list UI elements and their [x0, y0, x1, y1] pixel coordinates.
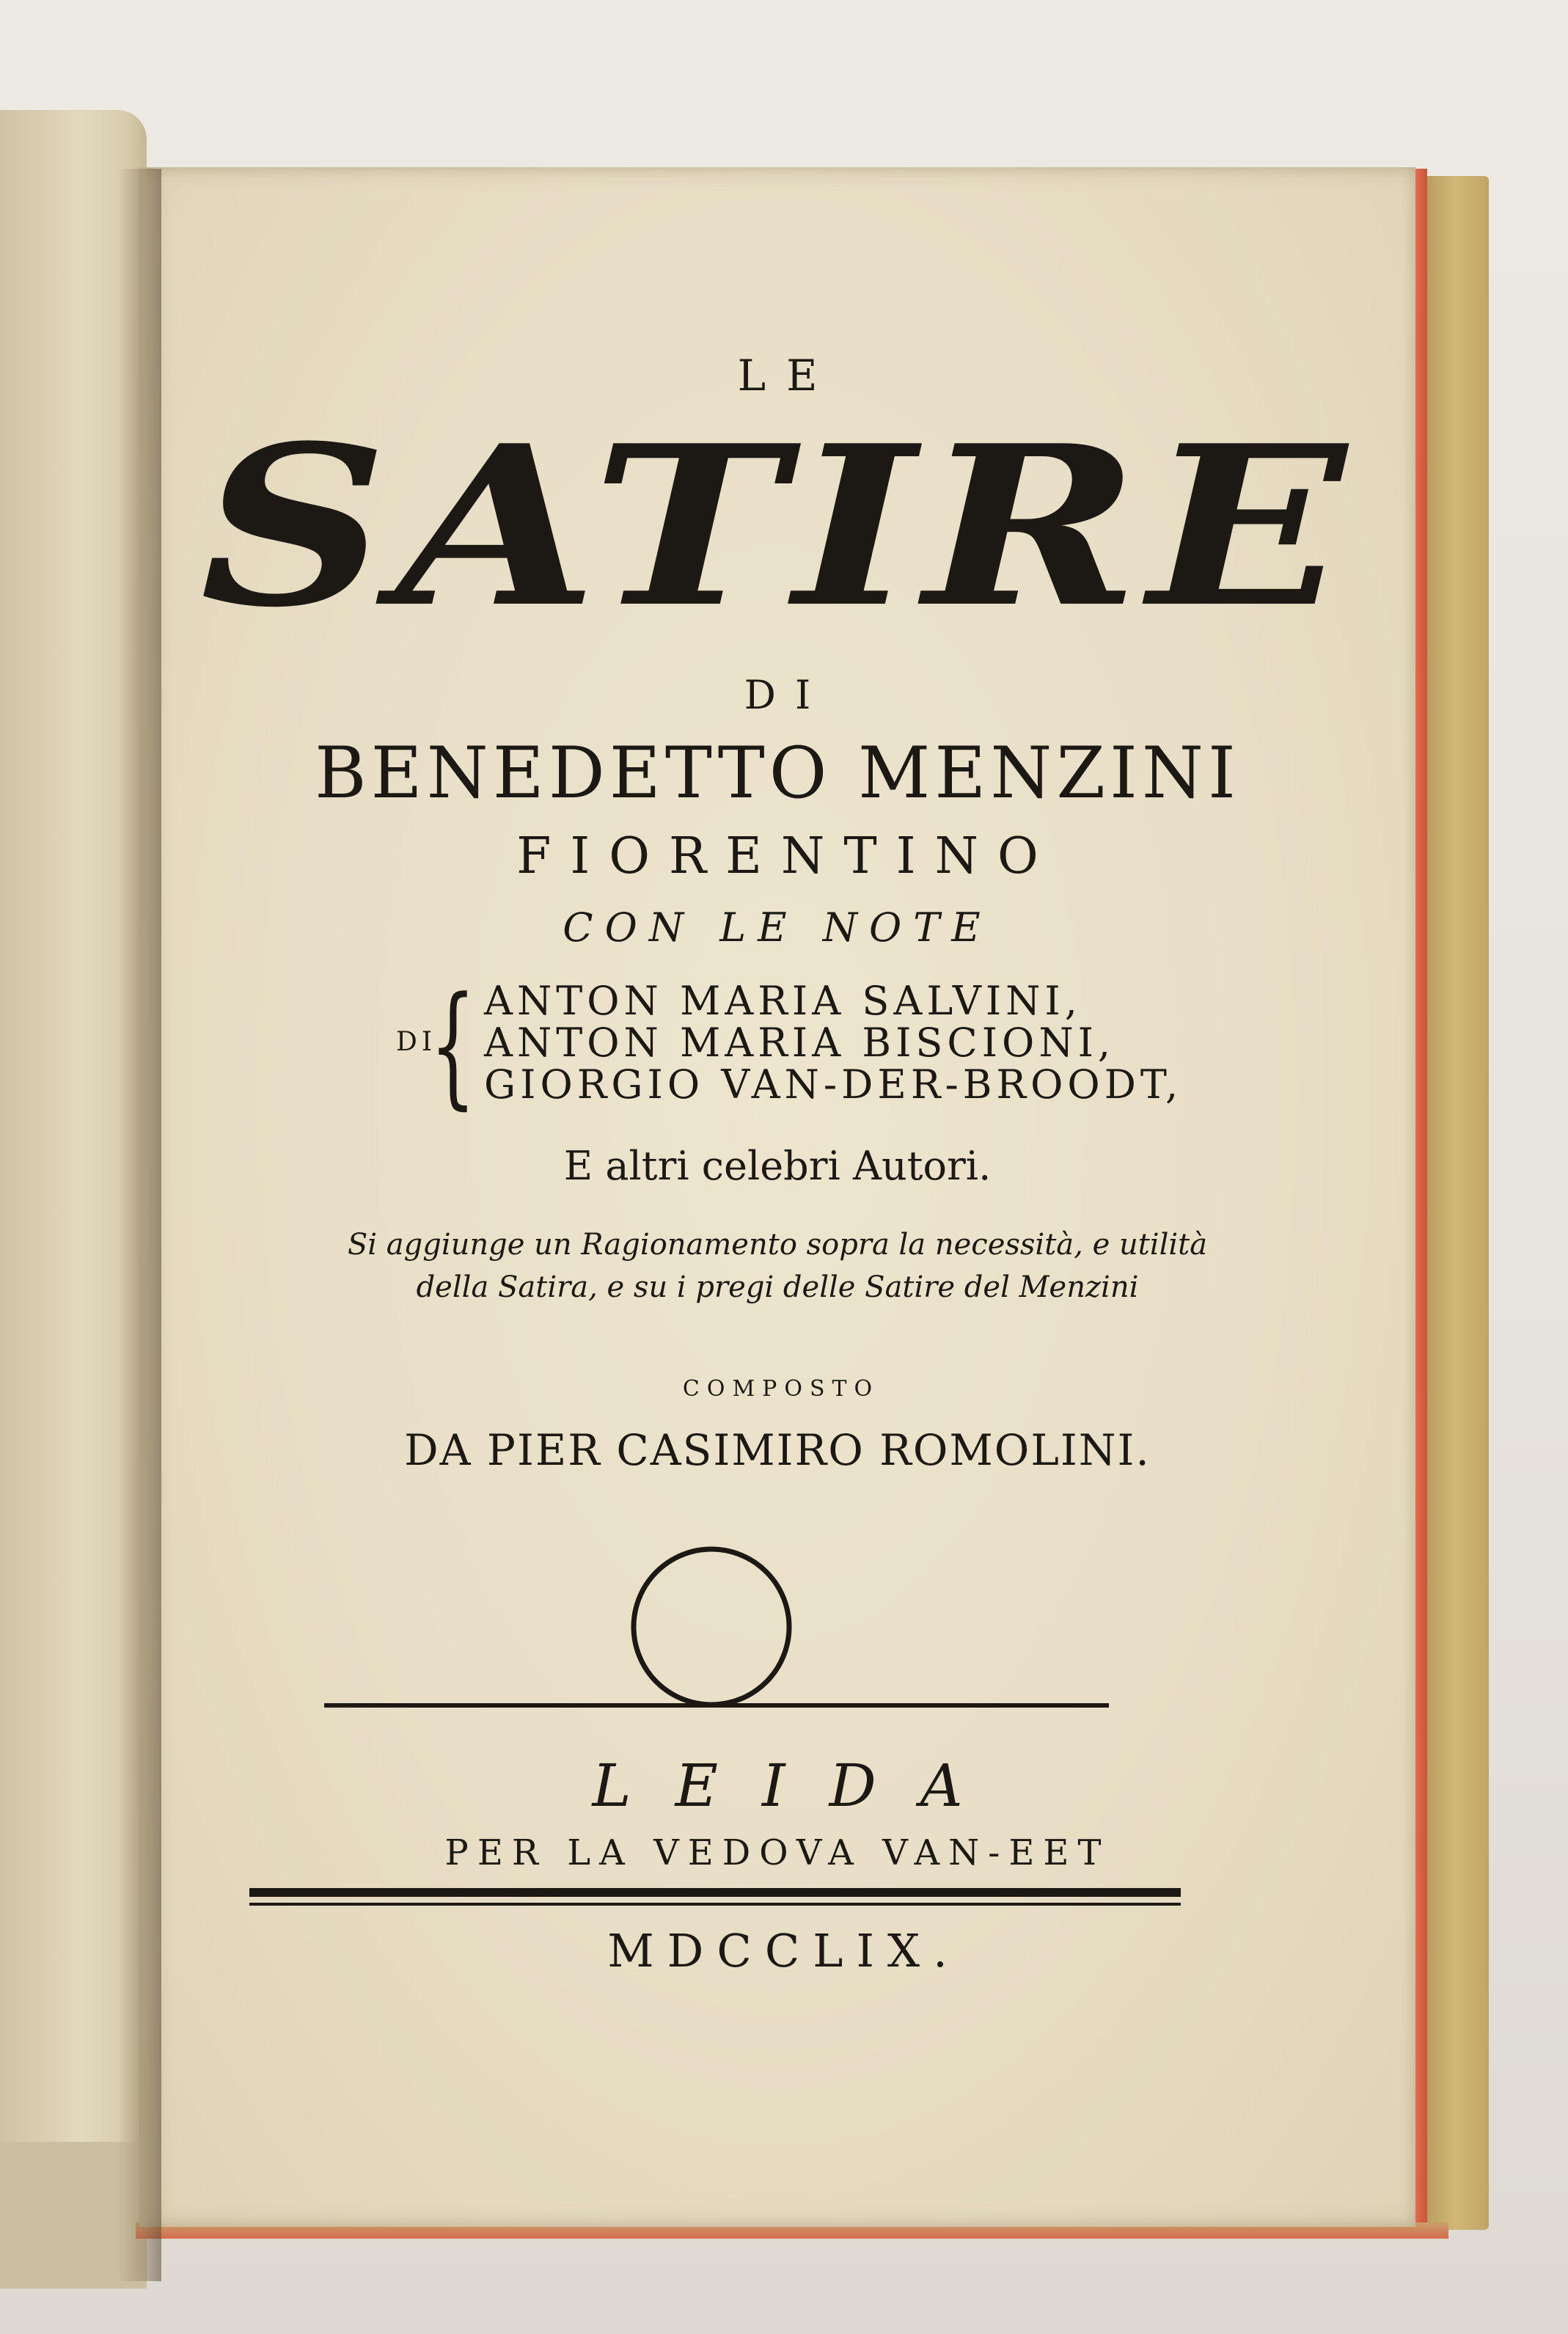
annotator-name: GIORGIO VAN-DER-BROODT, — [484, 1061, 1183, 1108]
author-name: BENEDETTO MENZINI — [315, 732, 1240, 814]
imprint-year: MDCCLIX. — [607, 1924, 961, 1978]
annotator-list — [484, 978, 1183, 1108]
main-title: SATIRE — [199, 397, 1355, 656]
imprint-place: LEIDA — [592, 1752, 1007, 1820]
addition-line-2: della Satira, e su i pregi delle Satire del Menzini — [416, 1270, 1139, 1304]
ornament-circle — [634, 1549, 789, 1705]
author-origin: FIORENTINO — [516, 827, 1058, 885]
title-page — [139, 167, 1415, 2227]
thick-rule — [249, 1888, 1181, 1897]
annotator-name: ANTON MARIA BISCIONI, — [484, 1020, 1115, 1066]
addition-line-1: Si aggiunge un Ragionamento sopra la necessità, e utilità — [347, 1228, 1208, 1262]
other-authors: E altri celebri Autori. — [563, 1143, 992, 1189]
title-di: DI — [744, 672, 830, 718]
brace-glyph: { — [430, 969, 476, 1122]
addition-note — [139, 1223, 1415, 1309]
gutter-shadow — [117, 169, 161, 2281]
title-article: LE — [737, 351, 838, 400]
imprint-printer: PER LA VEDOVA VAN-EET — [444, 1832, 1110, 1873]
composto-label: COMPOSTO — [682, 1376, 880, 1402]
annotator-name: ANTON MARIA SALVINI, — [484, 978, 1082, 1024]
thin-rule — [249, 1903, 1181, 1906]
composer-name: DA PIER CASIMIRO ROMOLINI. — [404, 1425, 1151, 1475]
annotators-di: DI — [396, 1027, 437, 1057]
notes-heading: CON LE NOTE — [563, 904, 992, 951]
printer-device-circle — [139, 1546, 1415, 1708]
annotators-block — [257, 969, 1298, 1127]
double-rule — [139, 1884, 1415, 1913]
